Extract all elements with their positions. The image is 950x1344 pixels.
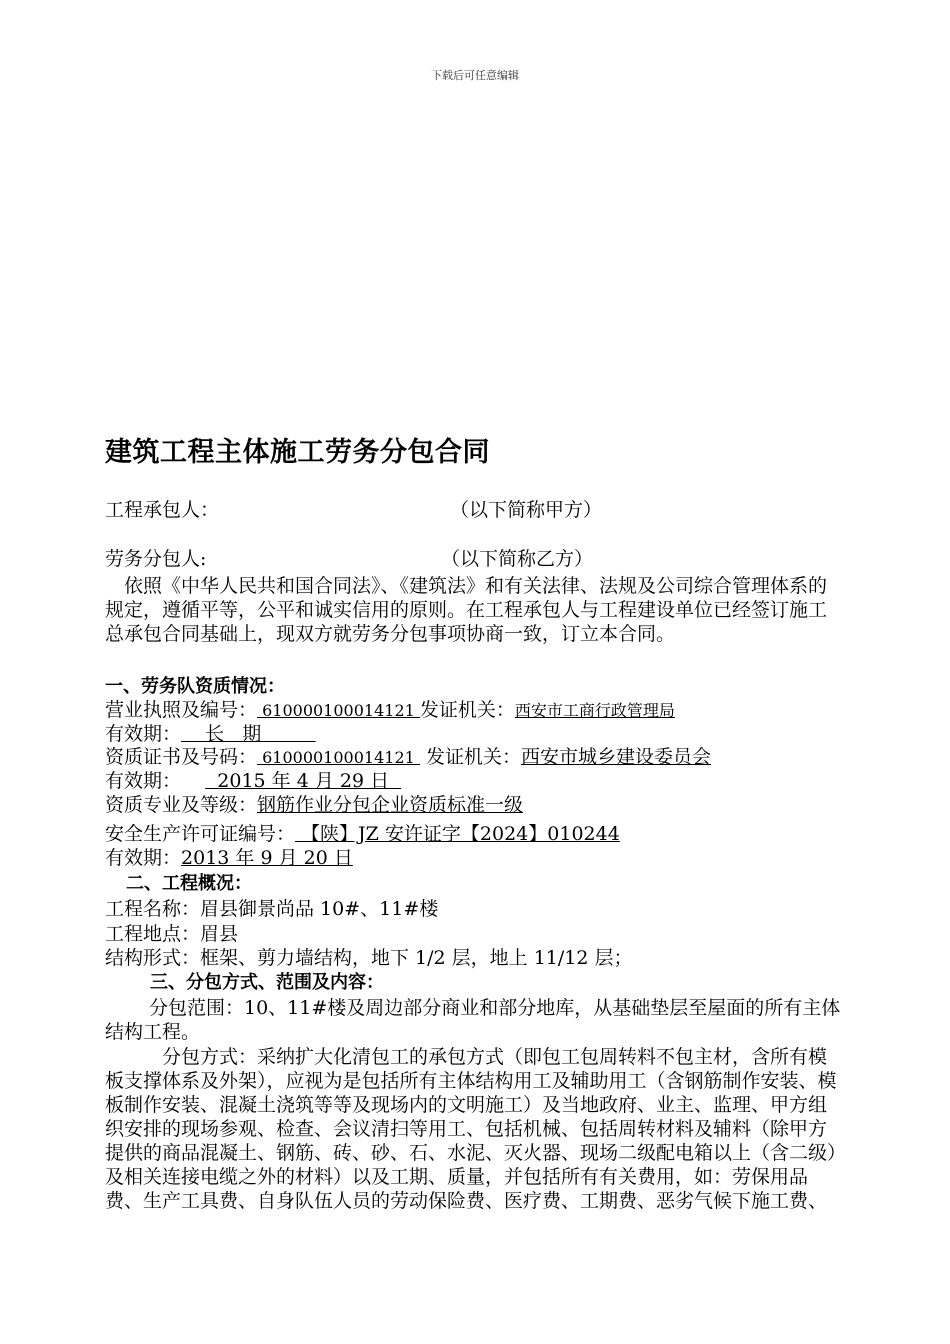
validity-line-3: [105, 846, 353, 870]
license-line: [105, 698, 675, 723]
project-structure: 结构形式：框架、剪力墙结构，地下 1/2 层，地上 11/12 层；: [105, 947, 633, 969]
license-label: 营业执照及编号：: [105, 699, 258, 721]
section3-heading: 三、分包方式、范围及内容：: [150, 972, 384, 993]
subcontractor-line: [105, 547, 594, 571]
validity-line-2: [105, 769, 401, 793]
validity-line-1: [105, 722, 316, 746]
intro-paragraph: 依照《中华人民共和国合同法》、《建筑法》和有关法律、法规及公司综合管理体系的规定，遵循平等，公平和诚实信用的原则。在工程承包人与工程建设单位已经签订施工总承包合同基础上，现双方就劳务分包事项协商一致，订立本合同。: [105, 575, 828, 645]
project-name: 工程名称：眉县御景尚品 10#、11#楼: [105, 898, 439, 920]
cert-line: [105, 745, 711, 770]
safety-line: [105, 822, 620, 846]
contractor-abbr: （以下简称甲方）: [450, 499, 603, 521]
safety-number: 【陕】JZ 安许证字【2024】010244: [295, 823, 620, 845]
section2-heading: 二、工程概况：: [126, 873, 252, 894]
validity-label-1: 有效期：: [105, 723, 182, 745]
validity-value-3: 2013 年 9 月 20 日: [181, 847, 353, 869]
section1-heading: 一、劳务队资质情况：: [105, 676, 285, 697]
grade-label: 资质专业及等级：: [105, 794, 258, 816]
validity-value-2: 2015 年 4 月 29 日: [205, 770, 402, 792]
page-header-note: 下载后可任意编辑: [431, 69, 519, 82]
contractor-line: [105, 498, 603, 522]
method-paragraph: 分包方式：采纳扩大化清包工的承包方式（即包工包周转料不包主材，含所有模板支撑体系及外架），应视为是包括所有主体结构用工及辅助用工（含钢筋制作安装、模板制作安装、混凝土浇筑等等及现场内的文明施工）及当地政府、业主、监理、甲方组织安排的现场参观、检查、会议清扫等用工、包括机械、包括周转材料及辅料（除甲方提供的商品混凝土、钢筋、砖、砂、石、水泥、灭火器、现场二级配电箱以上（含二级）及相关连接电缆之外的材料）以及工期、质量，并包括所有有关费用，如：劳保用品费、生产工具费、自身队伍人员的劳动保险费、医疗费、工期费、恶劣气候下施工费、: [105, 1046, 837, 1212]
safety-label: 安全生产许可证编号：: [105, 823, 296, 845]
license-authority: 西安市工商行政管理局: [514, 701, 675, 720]
subcontractor-label: 劳务分包人:: [105, 548, 207, 570]
cert-authority: 西安市城乡建设委员会: [520, 746, 711, 768]
grade-line: [105, 793, 523, 817]
validity-value-1: 长 期: [181, 723, 316, 745]
cert-label: 资质证书及号码：: [105, 746, 258, 768]
scope-paragraph: 分包范围：10、11#楼及周边部分商业和部分地库，从基础垫层至屋面的所有主体结构工程。: [105, 997, 841, 1043]
validity-label-3: 有效期：: [105, 847, 182, 869]
project-location: 工程地点：眉县: [105, 923, 239, 945]
validity-label-2: 有效期：: [105, 770, 182, 792]
subcontractor-abbr: （以下简称乙方）: [441, 548, 594, 570]
grade-value: 钢筋作业分包企业资质标准一级: [257, 794, 524, 816]
cert-number: 610000100014121: [257, 748, 420, 767]
license-authority-label: 发证机关：: [419, 699, 515, 721]
document-title: 建筑工程主体施工劳务分包合同: [105, 437, 490, 468]
cert-authority-label: 发证机关：: [425, 746, 521, 768]
license-number: 610000100014121: [257, 701, 420, 720]
contractor-label: 工程承包人：: [105, 499, 220, 521]
